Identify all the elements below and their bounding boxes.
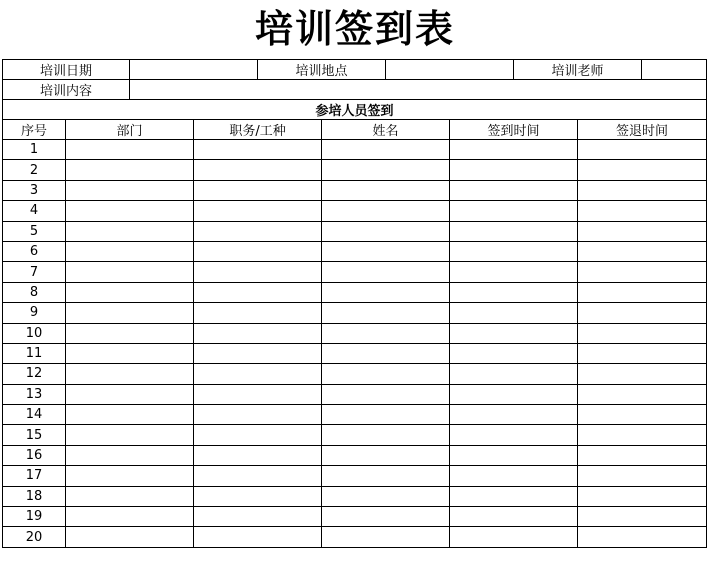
- position-cell[interactable]: [194, 262, 322, 282]
- department-cell[interactable]: [66, 343, 194, 363]
- name-cell[interactable]: [322, 445, 450, 465]
- table-row: [3, 262, 707, 282]
- name-cell[interactable]: [322, 384, 450, 404]
- col-header-seq: 序号: [3, 120, 66, 140]
- position-cell[interactable]: [194, 201, 322, 221]
- row-number: 6: [3, 241, 66, 261]
- row-number: 15: [3, 425, 66, 445]
- signin-time-cell[interactable]: [450, 405, 578, 425]
- name-cell[interactable]: [322, 221, 450, 241]
- table-row: [3, 180, 707, 200]
- department-cell[interactable]: [66, 160, 194, 180]
- department-cell[interactable]: [66, 405, 194, 425]
- row-number: 7: [3, 262, 66, 282]
- department-cell[interactable]: [66, 201, 194, 221]
- department-cell[interactable]: [66, 140, 194, 160]
- signout-time-cell[interactable]: [578, 425, 707, 445]
- name-cell[interactable]: [322, 486, 450, 506]
- signout-time-cell[interactable]: [578, 160, 707, 180]
- position-cell[interactable]: [194, 425, 322, 445]
- training-teacher-field[interactable]: [642, 60, 707, 80]
- signin-time-cell[interactable]: [450, 262, 578, 282]
- signout-time-cell[interactable]: [578, 221, 707, 241]
- name-cell[interactable]: [322, 201, 450, 221]
- position-cell[interactable]: [194, 364, 322, 384]
- department-cell[interactable]: [66, 445, 194, 465]
- department-cell[interactable]: [66, 221, 194, 241]
- col-header-department: 部门: [66, 120, 194, 140]
- position-cell[interactable]: [194, 405, 322, 425]
- name-cell[interactable]: [322, 507, 450, 527]
- signout-time-cell[interactable]: [578, 323, 707, 343]
- signout-time-cell[interactable]: [578, 486, 707, 506]
- info-row-1: [3, 60, 707, 80]
- table-row: [3, 527, 707, 547]
- department-cell[interactable]: [66, 180, 194, 200]
- row-number: 13: [3, 384, 66, 404]
- section-title: 参培人员签到: [3, 100, 707, 120]
- signout-time-cell[interactable]: [578, 384, 707, 404]
- row-number: 4: [3, 201, 66, 221]
- name-cell[interactable]: [322, 405, 450, 425]
- position-cell[interactable]: [194, 303, 322, 323]
- signin-time-cell[interactable]: [450, 466, 578, 486]
- position-cell[interactable]: [194, 323, 322, 343]
- training-date-field[interactable]: [130, 60, 258, 80]
- department-cell[interactable]: [66, 262, 194, 282]
- row-number: 1: [3, 140, 66, 160]
- attendee-rows: [3, 140, 707, 548]
- table-row: [3, 241, 707, 261]
- department-cell[interactable]: [66, 466, 194, 486]
- signin-time-cell[interactable]: [450, 201, 578, 221]
- form-title: 培训签到表: [254, 7, 455, 51]
- position-cell[interactable]: [194, 140, 322, 160]
- sign-in-table: [2, 59, 707, 548]
- signin-time-cell[interactable]: [450, 140, 578, 160]
- row-number: 14: [3, 405, 66, 425]
- row-number: 10: [3, 323, 66, 343]
- department-cell[interactable]: [66, 425, 194, 445]
- department-cell[interactable]: [66, 486, 194, 506]
- table-row: [3, 323, 707, 343]
- row-number: 2: [3, 160, 66, 180]
- signout-time-cell[interactable]: [578, 201, 707, 221]
- training-location-field[interactable]: [386, 60, 514, 80]
- training-content-field[interactable]: [130, 80, 707, 100]
- name-cell[interactable]: [322, 160, 450, 180]
- table-row: [3, 445, 707, 465]
- department-cell[interactable]: [66, 384, 194, 404]
- department-cell[interactable]: [66, 507, 194, 527]
- table-row: [3, 221, 707, 241]
- signin-time-cell[interactable]: [450, 282, 578, 302]
- signin-time-cell[interactable]: [450, 425, 578, 445]
- name-cell[interactable]: [322, 364, 450, 384]
- col-header-signout-time: 签退时间: [578, 120, 707, 140]
- section-row: [3, 100, 707, 120]
- row-number: 12: [3, 364, 66, 384]
- position-cell[interactable]: [194, 160, 322, 180]
- row-number: 20: [3, 527, 66, 547]
- info-row-2: [3, 80, 707, 100]
- signin-time-cell[interactable]: [450, 364, 578, 384]
- position-cell[interactable]: [194, 241, 322, 261]
- signout-time-cell[interactable]: [578, 445, 707, 465]
- col-header-position: 职务/工种: [194, 120, 322, 140]
- training-location-label: 培训地点: [258, 60, 386, 80]
- signin-time-cell[interactable]: [450, 241, 578, 261]
- signin-time-cell[interactable]: [450, 160, 578, 180]
- name-cell[interactable]: [322, 262, 450, 282]
- table-row: [3, 140, 707, 160]
- department-cell[interactable]: [66, 241, 194, 261]
- signin-time-cell[interactable]: [450, 486, 578, 506]
- name-cell[interactable]: [322, 323, 450, 343]
- table-row: [3, 364, 707, 384]
- signin-time-cell[interactable]: [450, 221, 578, 241]
- signin-time-cell[interactable]: [450, 323, 578, 343]
- signin-time-cell[interactable]: [450, 507, 578, 527]
- table-row: [3, 384, 707, 404]
- signout-time-cell[interactable]: [578, 343, 707, 363]
- position-cell[interactable]: [194, 180, 322, 200]
- name-cell[interactable]: [322, 527, 450, 547]
- header-row: [3, 120, 707, 140]
- signout-time-cell[interactable]: [578, 507, 707, 527]
- name-cell[interactable]: [322, 282, 450, 302]
- row-number: 5: [3, 221, 66, 241]
- name-cell[interactable]: [322, 180, 450, 200]
- name-cell[interactable]: [322, 140, 450, 160]
- signout-time-cell[interactable]: [578, 303, 707, 323]
- name-cell[interactable]: [322, 466, 450, 486]
- training-date-label: 培训日期: [3, 60, 130, 80]
- row-number: 16: [3, 445, 66, 465]
- table-row: [3, 425, 707, 445]
- table-row: [3, 466, 707, 486]
- position-cell[interactable]: [194, 384, 322, 404]
- signin-time-cell[interactable]: [450, 445, 578, 465]
- signout-time-cell[interactable]: [578, 527, 707, 547]
- position-cell[interactable]: [194, 507, 322, 527]
- training-teacher-label: 培训老师: [514, 60, 642, 80]
- signin-time-cell[interactable]: [450, 303, 578, 323]
- table-row: [3, 282, 707, 302]
- col-header-name: 姓名: [322, 120, 450, 140]
- col-header-signin-time: 签到时间: [450, 120, 578, 140]
- row-number: 19: [3, 507, 66, 527]
- position-cell[interactable]: [194, 486, 322, 506]
- position-cell[interactable]: [194, 445, 322, 465]
- position-cell[interactable]: [194, 282, 322, 302]
- row-number: 3: [3, 180, 66, 200]
- signout-time-cell[interactable]: [578, 466, 707, 486]
- signout-time-cell[interactable]: [578, 180, 707, 200]
- row-number: 9: [3, 303, 66, 323]
- table-row: [3, 160, 707, 180]
- position-cell[interactable]: [194, 343, 322, 363]
- signout-time-cell[interactable]: [578, 282, 707, 302]
- row-number: 8: [3, 282, 66, 302]
- position-cell[interactable]: [194, 221, 322, 241]
- signout-time-cell[interactable]: [578, 405, 707, 425]
- table-row: [3, 303, 707, 323]
- name-cell[interactable]: [322, 425, 450, 445]
- signin-time-cell[interactable]: [450, 384, 578, 404]
- department-cell[interactable]: [66, 323, 194, 343]
- training-content-label: 培训内容: [3, 80, 130, 100]
- row-number: 17: [3, 466, 66, 486]
- signin-time-cell[interactable]: [450, 180, 578, 200]
- name-cell[interactable]: [322, 303, 450, 323]
- department-cell[interactable]: [66, 282, 194, 302]
- position-cell[interactable]: [194, 466, 322, 486]
- department-cell[interactable]: [66, 303, 194, 323]
- table-row: [3, 486, 707, 506]
- table-row: [3, 507, 707, 527]
- table-row: [3, 201, 707, 221]
- row-number: 18: [3, 486, 66, 506]
- signin-time-cell[interactable]: [450, 527, 578, 547]
- name-cell[interactable]: [322, 343, 450, 363]
- name-cell[interactable]: [322, 241, 450, 261]
- signout-time-cell[interactable]: [578, 140, 707, 160]
- signin-time-cell[interactable]: [450, 343, 578, 363]
- table-row: [3, 343, 707, 363]
- signout-time-cell[interactable]: [578, 262, 707, 282]
- department-cell[interactable]: [66, 364, 194, 384]
- signout-time-cell[interactable]: [578, 364, 707, 384]
- signout-time-cell[interactable]: [578, 241, 707, 261]
- table-row: [3, 405, 707, 425]
- row-number: 11: [3, 343, 66, 363]
- department-cell[interactable]: [66, 527, 194, 547]
- position-cell[interactable]: [194, 527, 322, 547]
